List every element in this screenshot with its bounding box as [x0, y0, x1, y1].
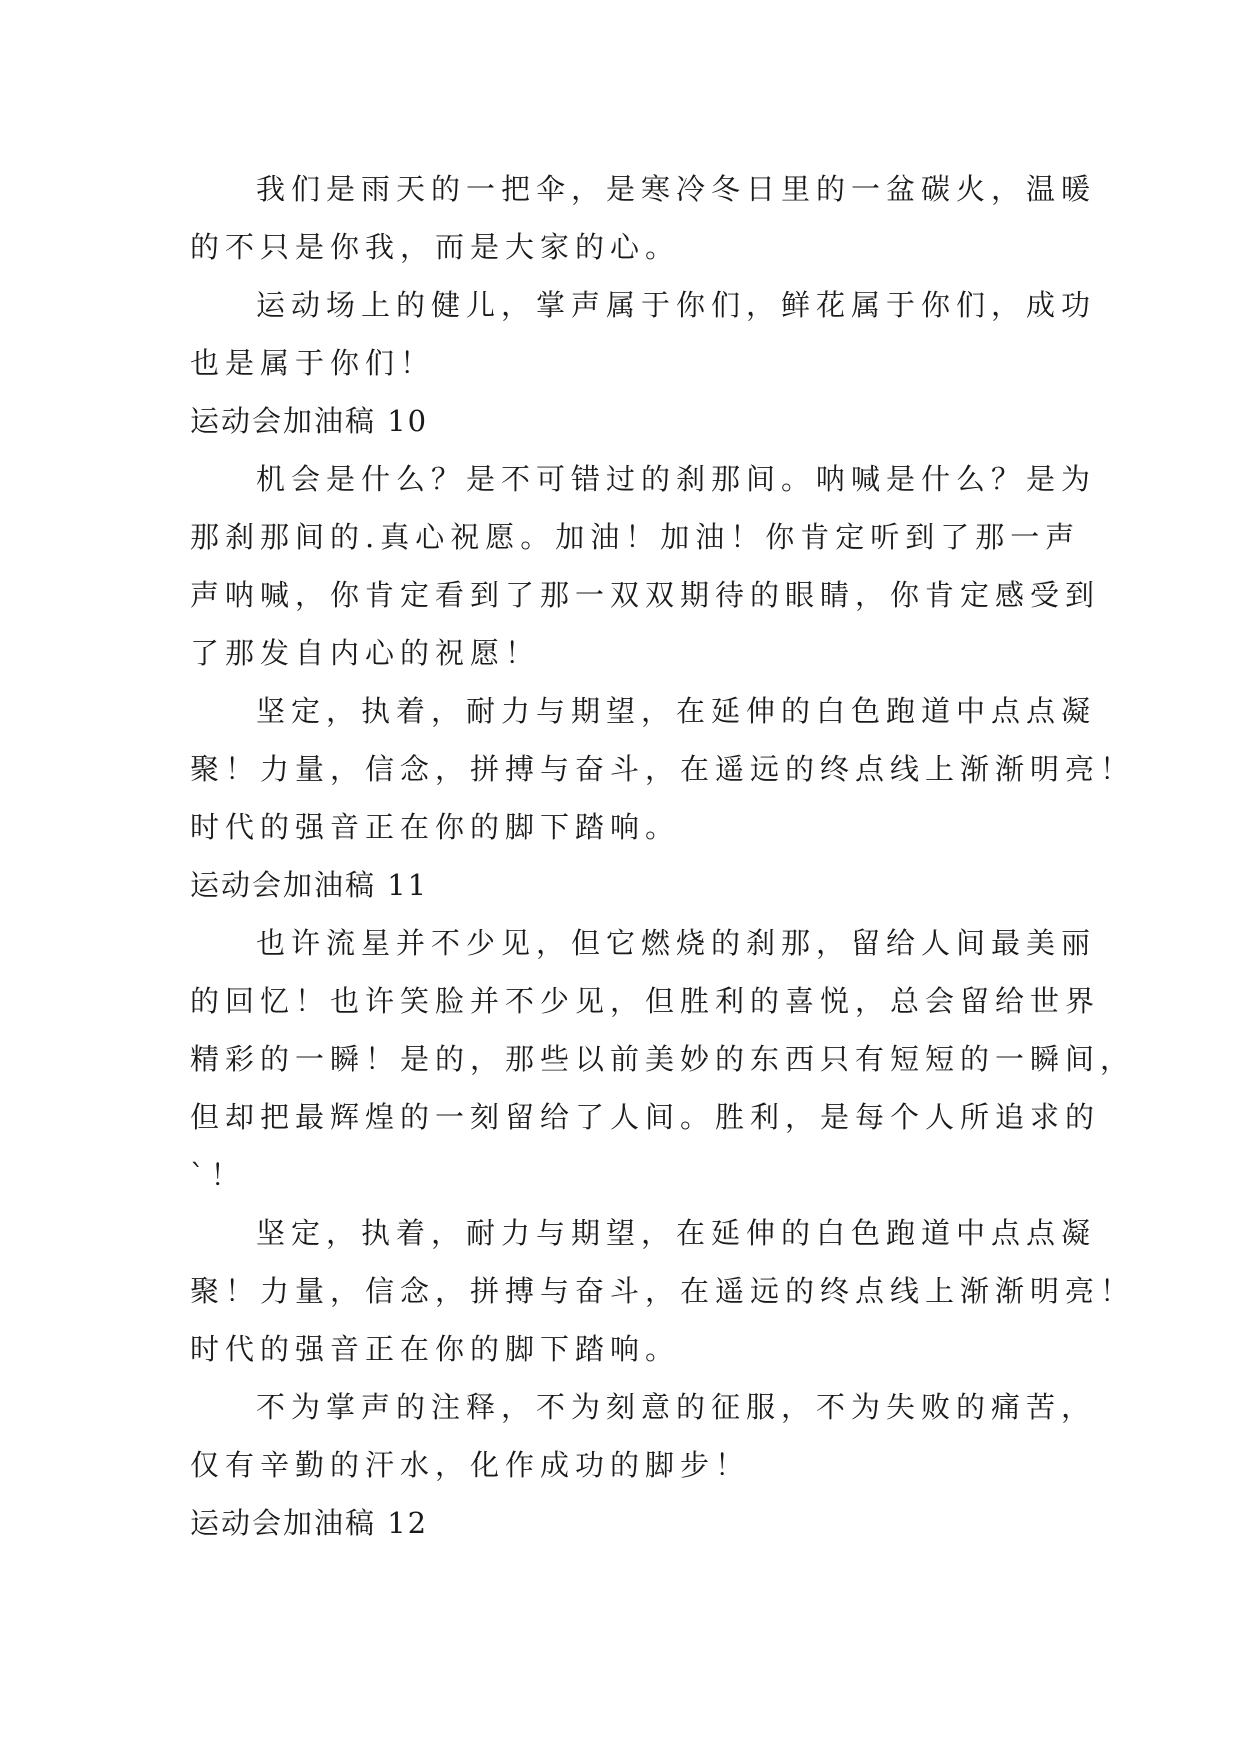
text-line: 我们是雨天的一把伞，是寒冷冬日里的一盆碳火，温暖	[256, 172, 1097, 206]
section-heading: 运动会加油稿 10	[190, 404, 429, 438]
section-heading: 运动会加油稿 11	[190, 868, 429, 902]
paragraph	[190, 160, 1097, 276]
text-line: 仅有辛勤的汗水，化作成功的脚步！	[190, 1448, 751, 1482]
text-line: 也是属于你们！	[190, 346, 436, 380]
text-line: 运动场上的健儿，掌声属于你们，鲜花属于你们，成功	[256, 288, 1097, 322]
text-line: 也许流星并不少见，但它燃烧的刹那，留给人间最美丽	[256, 926, 1097, 960]
paragraph	[190, 682, 1136, 856]
text-line: 聚！力量，信念，拼搏与奋斗，在遥远的终点线上渐渐明亮！	[190, 752, 1136, 786]
text-line: 了那发自内心的祝愿！	[190, 636, 541, 670]
paragraph	[190, 914, 1136, 1204]
text-line: 坚定，执着，耐力与期望，在延伸的白色跑道中点点凝	[256, 1216, 1097, 1250]
text-line: 的不只是你我，而是大家的心。	[190, 230, 681, 264]
text-line: 的回忆！也许笑脸并不少见，但胜利的喜悦，总会留给世界	[190, 984, 1101, 1018]
paragraph	[190, 276, 1097, 392]
text-line: `！	[190, 1158, 246, 1192]
section-heading: 运动会加油稿 12	[190, 1506, 429, 1540]
text-line: 坚定，执着，耐力与期望，在延伸的白色跑道中点点凝	[256, 694, 1097, 728]
paragraph	[190, 1378, 1097, 1494]
text-line: 时代的强音正在你的脚下踏响。	[190, 810, 681, 844]
text-line: 不为掌声的注释，不为刻意的征服，不为失败的痛苦，	[256, 1390, 1097, 1424]
text-line: 机会是什么？是不可错过的刹那间。呐喊是什么？是为	[256, 462, 1097, 496]
text-line: 精彩的一瞬！是的，那些以前美妙的东西只有短短的一瞬间，	[190, 1042, 1136, 1076]
text-line: 聚！力量，信念，拼搏与奋斗，在遥远的终点线上渐渐明亮！	[190, 1274, 1136, 1308]
paragraph	[190, 450, 1101, 682]
document-body	[190, 160, 1136, 1552]
text-line: 声呐喊，你肯定看到了那一双双期待的眼睛，你肯定感受到	[190, 578, 1101, 612]
text-line: 那刹那间的.真心祝愿。加油！加油！你肯定听到了那一声	[190, 520, 1081, 554]
paragraph	[190, 1204, 1136, 1378]
text-line: 但却把最辉煌的一刻留给了人间。胜利，是每个人所追求的	[190, 1100, 1101, 1134]
text-line: 时代的强音正在你的脚下踏响。	[190, 1332, 681, 1366]
